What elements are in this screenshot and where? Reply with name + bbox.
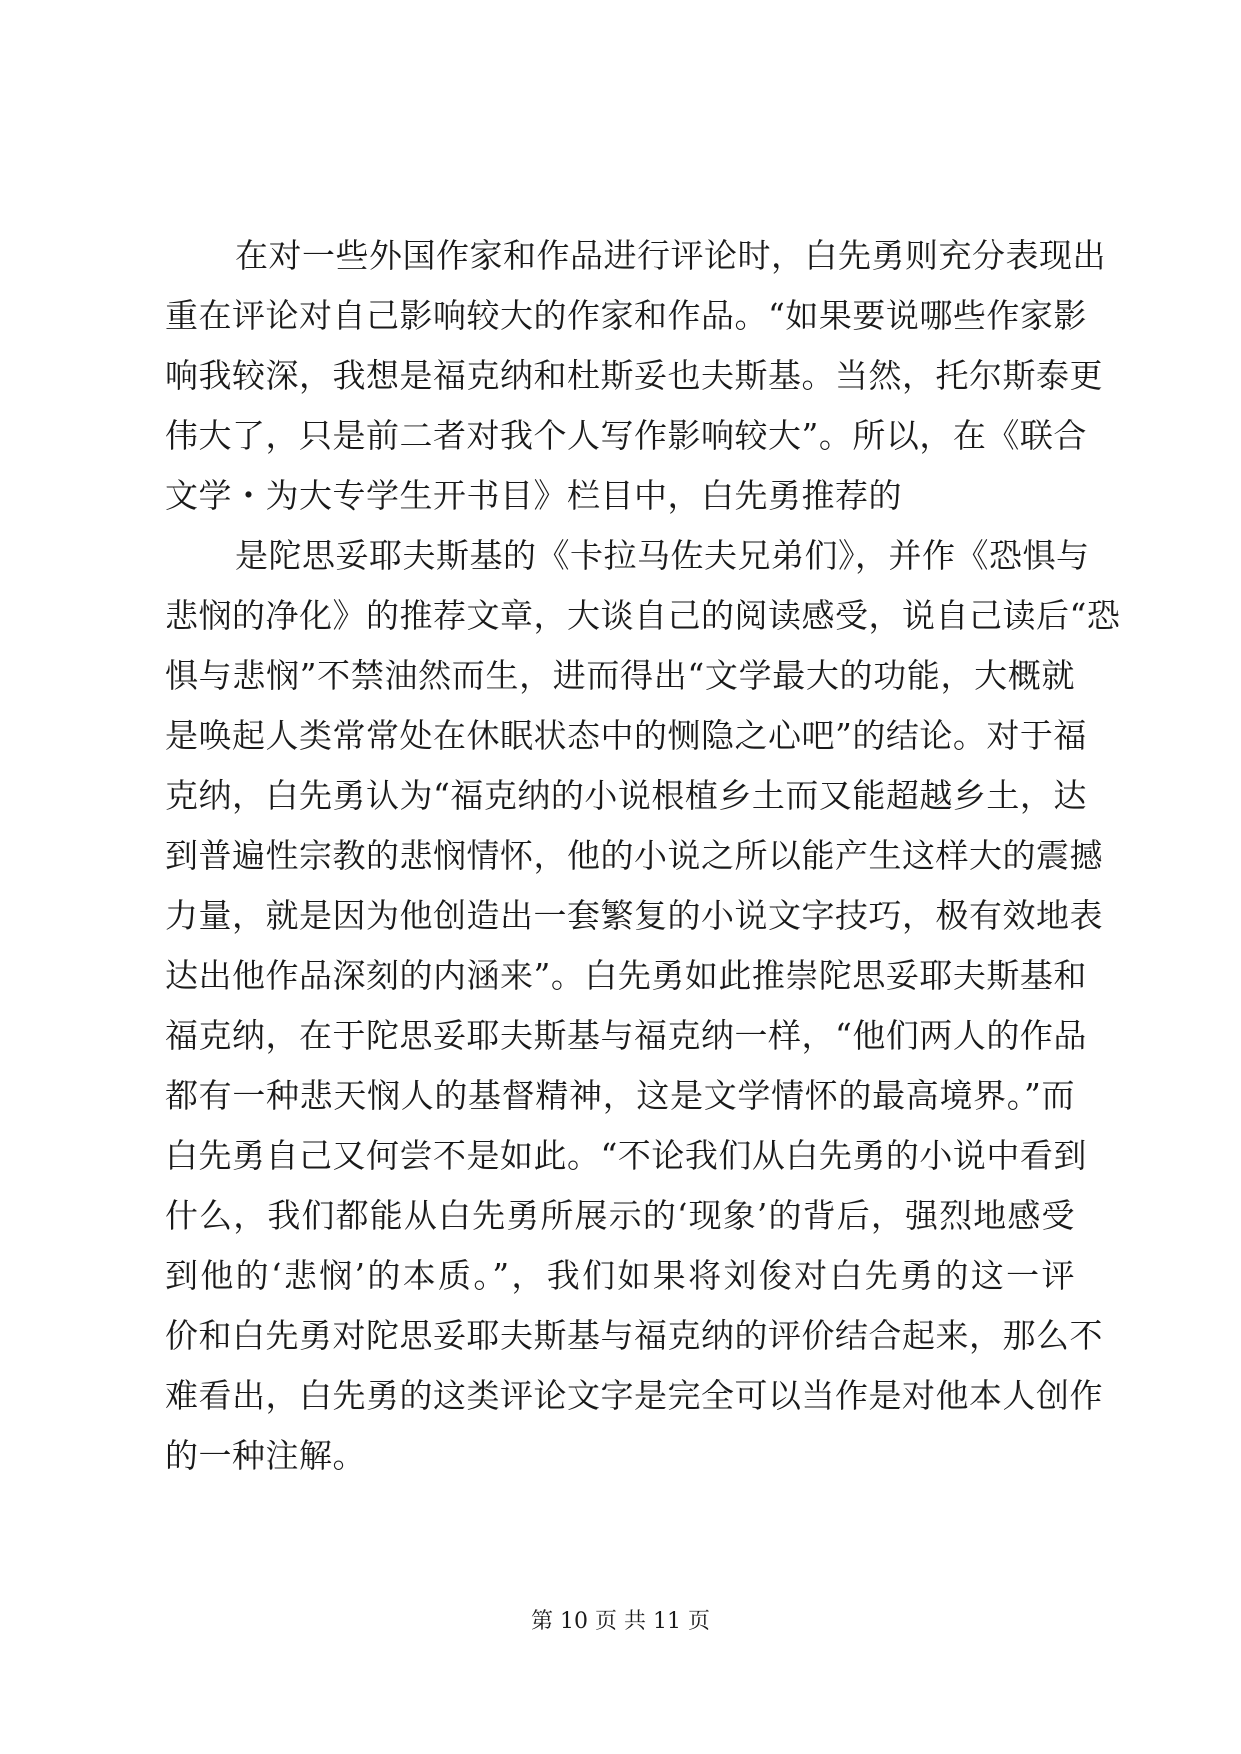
paragraph-2-line-2: 悲悯的净化》的推荐文章，大谈自己的阅读感受，说自己读后“恐: [165, 596, 1121, 635]
paragraph-2-line-6: 到普遍性宗教的悲悯情怀，他的小说之所以能产生这样大的震撼: [165, 836, 1103, 875]
paragraph-2-line-14: 价和白先勇对陀思妥耶夫斯基与福克纳的评价结合起来，那么不: [165, 1316, 1103, 1355]
paragraph-2-line-11: 白先勇自己又何尝不是如此。“不论我们从白先勇的小说中看到: [165, 1136, 1087, 1175]
body-text: [165, 226, 1121, 1486]
paragraph-1-line-1: 在对一些外国作家和作品进行评论时，白先勇则充分表现出: [235, 236, 1106, 275]
paragraph-1-line-3: 响我较深，我想是福克纳和杜斯妥也夫斯基。当然，托尔斯泰更: [165, 356, 1103, 395]
paragraph-2-line-4: 是唤起人类常常处在休眠状态中的恻隐之心吧”的结论。对于福: [165, 716, 1087, 755]
paragraph-2-line-12: 什么，我们都能从白先勇所展示的‘现象’的背后，强烈地感受: [165, 1196, 1075, 1235]
paragraph-2-line-1: 是陀思妥耶夫斯基的《卡拉马佐夫兄弟们》，并作《恐惧与: [235, 536, 1090, 575]
paragraph-2-line-13: 到他的‘悲悯’的本质。”，我们如果将刘俊对白先勇的这一评: [165, 1256, 1075, 1295]
page-footer: [0, 1604, 1241, 1635]
paragraph-2-line-7: 力量，就是因为他创造出一套繁复的小说文字技巧，极有效地表: [165, 896, 1103, 935]
paragraph-2-line-5: 克纳，白先勇认为“福克纳的小说根植乡土而又能超越乡土，达: [165, 776, 1087, 815]
paragraph-2-line-9: 福克纳，在于陀思妥耶夫斯基与福克纳一样，“他们两人的作品: [165, 1016, 1087, 1055]
paragraph-2-line-10: 都有一种悲天悯人的基督精神，这是文学情怀的最高境界。”而: [165, 1076, 1075, 1115]
paragraph-2-line-8: 达出他作品深刻的内涵来”。白先勇如此推崇陀思妥耶夫斯基和: [165, 956, 1087, 995]
paragraph-1-line-4: 伟大了，只是前二者对我个人写作影响较大”。所以，在《联合: [165, 416, 1087, 455]
paragraph-1-line-5: 文学・为大专学生开书目》栏目中，白先勇推荐的: [165, 476, 902, 515]
page-number-label: 第 10 页 共 11 页: [531, 1609, 710, 1634]
paragraph-1-line-2: 重在评论对自己影响较大的作家和作品。“如果要说哪些作家影: [165, 296, 1087, 335]
paragraph-2-line-3: 惧与悲悯”不禁油然而生，进而得出“文学最大的功能，大概就: [165, 656, 1075, 695]
paragraph-2-line-16: 的一种注解。: [165, 1436, 366, 1475]
paragraph-2-line-15: 难看出，白先勇的这类评论文字是完全可以当作是对他本人创作: [165, 1376, 1103, 1415]
